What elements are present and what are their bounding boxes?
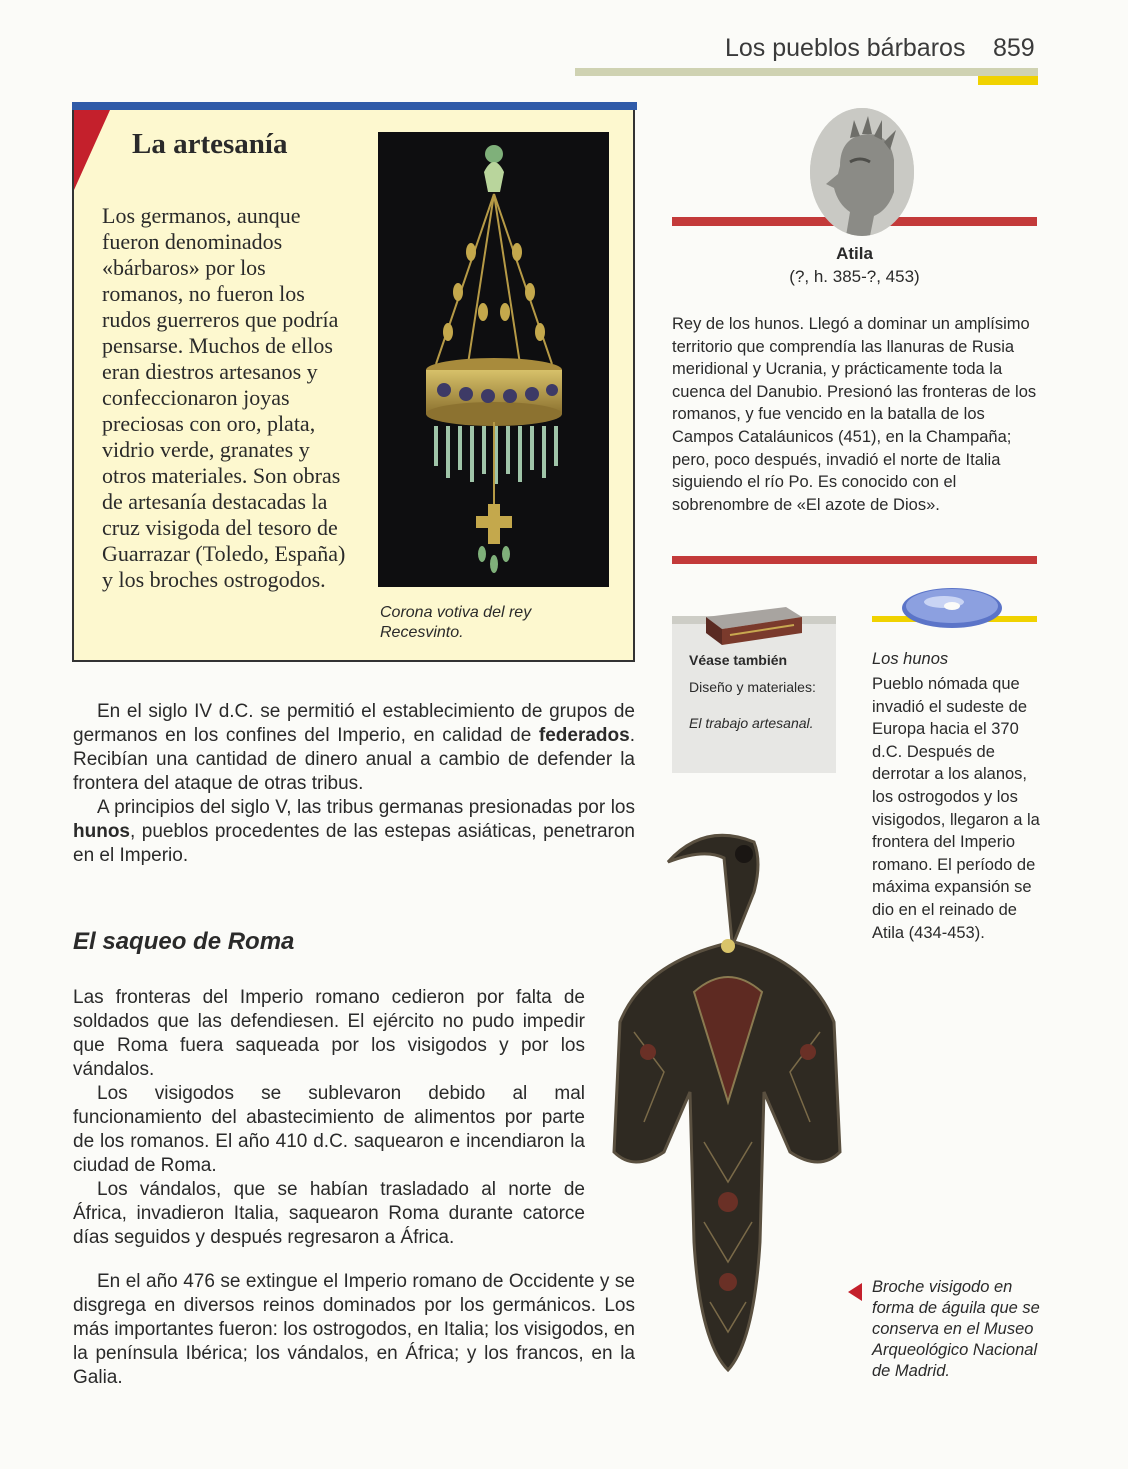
hunos-text: Pueblo nómada que invadió el sudeste de Europa hacia el 370 d.C. Después de derrotar a los alanos, los ostrogodos y los visigodos, llegaron a la frontera del Imperio romano. El período de máxima expansión se dio en el reinado de Atila (434-453). [872, 675, 1040, 942]
header-accent [978, 76, 1038, 85]
artesania-top-bar [72, 102, 637, 110]
section-paragraph-3: Los vándalos, que se habían trasladado al norte de África, invadieron Italia, saquearon Roma durante catorce días seguidos y después regresaron a África. [73, 1179, 585, 1248]
page-number: 859 [993, 34, 1035, 62]
intro-paragraph-2 [73, 796, 635, 868]
cd-icon [892, 584, 1012, 632]
crown-photo [378, 132, 609, 587]
crown-caption: Corona votiva del rey Recesvinto. [380, 604, 532, 641]
section-paragraph-2: Los visigodos se sublevaron debido al mal funcionamiento del abastecimiento de alimentos por parte de los romanos. El año 410 d.C. saquearon e incendiaron la ciudad de Roma. [73, 1083, 585, 1176]
term-hunos: hunos [73, 821, 130, 842]
intro-p2-text: A principios del siglo V, las tribus germanas presionadas por los [97, 797, 635, 818]
artesania-title: La artesanía [132, 128, 288, 160]
see-also-label: Véase también [689, 652, 788, 668]
votive-crown-image [378, 132, 609, 587]
intro-p2-text-end: , pueblos procedentes de las estepas asiáticas, penetraron en el Imperio. [73, 821, 635, 866]
artesania-corner-triangle [74, 110, 110, 190]
intro-p1-text-end: . Recibían una cantidad de dinero anual a cambio de defender la frontera del ataque de otras tribus. [73, 725, 635, 794]
section-paragraph-4: En el año 476 se extingue el Imperio romano de Occidente y se disgrega en diversos reinos dominados por los germánicos. Los más importantes fueron: los ostrogodos, en Italia; los visigodos, en la península Ibérica; los vándalos, en África; y los francos, en la Galia. [73, 1271, 635, 1388]
atila-bottom-bar [672, 556, 1037, 564]
term-federados: federados [538, 725, 630, 746]
atila-portrait [810, 108, 914, 236]
see-also-link[interactable]: El trabajo artesanal. [689, 715, 814, 731]
intro-p1-text: En el siglo IV d.C. se permitió el establecimiento de grupos de germanos en los confines del Imperio, en calidad de [73, 701, 635, 746]
artesania-text: Los germanos, aunque fueron denominados «bárbaros» por los romanos, no fueron los rudos guerreros que podría pensarse. Muchos de ellos eran diestros artesanos y confeccionaron joyas preciosas con oro, plata, vidrio verde, granates y otros materiales. Son obras de artesanía destacadas la cruz visigoda del tesoro de Guarrazar (Toledo, España) y los broches ostrogodos. [102, 203, 346, 592]
atila-name: Atila [836, 244, 873, 263]
atila-dates: (?, h. 385-?, 453) [789, 267, 920, 286]
section-text [73, 986, 585, 1250]
header-rule [575, 68, 1038, 76]
see-also-category: Diseño y materiales: [689, 679, 816, 695]
book-icon [700, 603, 804, 647]
running-header-title: Los pueblos bárbaros [725, 34, 966, 62]
brooch-caption: Broche visigodo en forma de águila que se conserva en el Museo Arqueológico Nacional de Madrid. [872, 1278, 1040, 1380]
eagle-brooch-image [604, 822, 852, 1382]
section-paragraph-1: Las fronteras del Imperio romano cedieron por falta de soldados que las defendiesen. El ejército no pudo impedir que Roma fuera saqueada por los visigodos y por los vándalos. [73, 987, 585, 1080]
intro-paragraph-1 [73, 700, 635, 796]
section-heading: El saqueo de Roma [73, 928, 295, 955]
caption-arrow-icon [848, 1283, 862, 1301]
intro-text [73, 700, 635, 868]
hunos-title: Los hunos [872, 650, 949, 668]
atila-biography: Rey de los hunos. Llegó a dominar un amplísimo territorio que comprendía las llanuras de Rusia meridional y Ucrania, y prácticamente toda la cuenca del Danubio. Presionó las fronteras de los romanos, y fue vencido en la batalla de los Campos Cataláunicos (451), en la Champaña; pero, poco después, invadió el norte de Italia siguiendo el río Po. Es conocido con el sobrenombre de «El azote de Dios». [672, 315, 1037, 514]
atila-coin-image [810, 108, 914, 236]
